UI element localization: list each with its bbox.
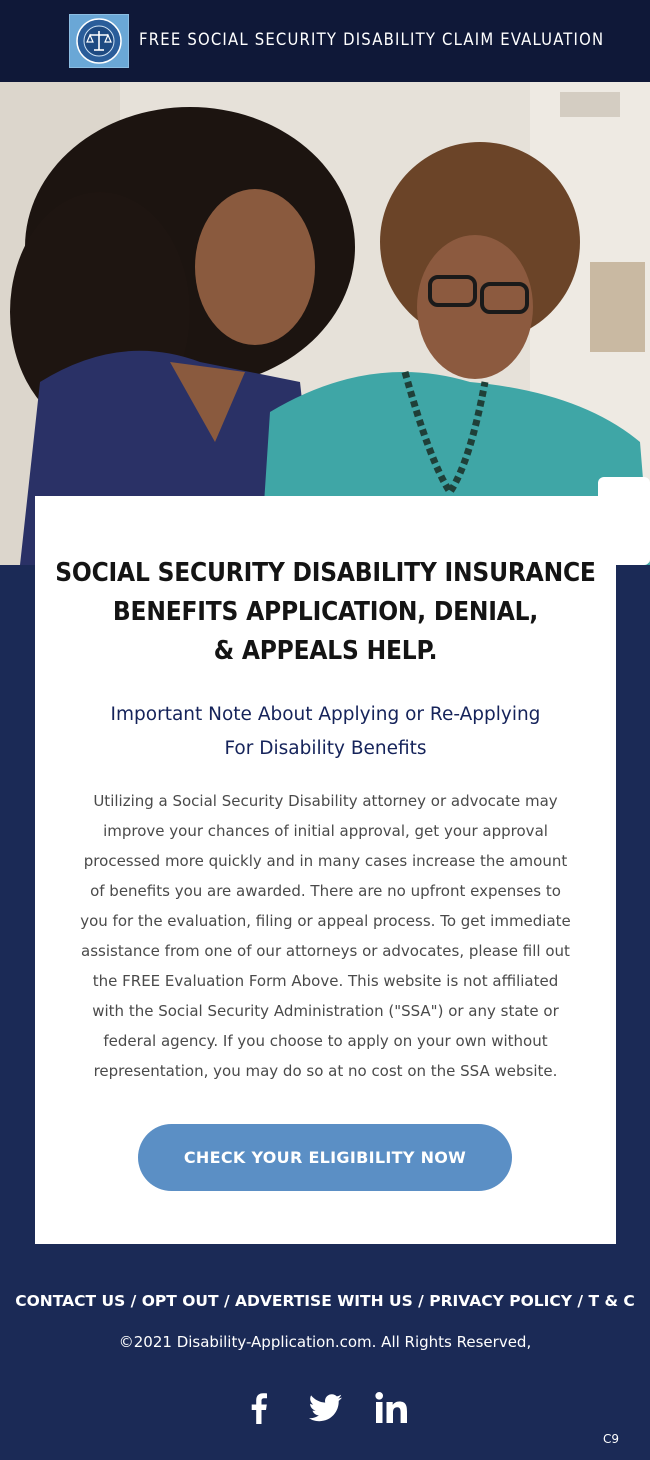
site-logo[interactable] [69,14,129,68]
facebook-icon[interactable] [239,1388,279,1428]
social-links [0,1388,650,1428]
title-line: & APPEALS HELP. [213,636,438,666]
body-line: you for the evaluation, filing or appeal process. To get immediate [80,912,571,930]
link-separator: / [412,1292,430,1310]
body-line: Utilizing a Social Security Disability attorney or advocate may [93,792,558,810]
link-separator: / [125,1292,142,1310]
body-line: federal agency. If you choose to apply on your own without [103,1032,548,1050]
link-separator: / [218,1292,236,1310]
page-title [35,554,616,671]
privacy-policy-link[interactable]: PRIVACY POLICY [429,1292,572,1310]
body-line: processed more quickly and in many cases increase the amount [83,852,568,870]
header-title: FREE SOCIAL SECURITY DISABILITY CLAIM EVALUATION [139,30,605,49]
link-separator: / [572,1292,589,1310]
footer-nav [0,1292,650,1310]
subtitle-line: For Disability Benefits [224,738,427,759]
linkedin-icon[interactable] [371,1388,411,1428]
title-line: BENEFITS APPLICATION, DENIAL, [112,597,539,627]
advertise-link[interactable]: ADVERTISE WITH US [235,1292,413,1310]
copyright-text: ©2021 Disability-Application.com. All Rights Reserved, [118,1333,532,1351]
body-line: the FREE Evaluation Form Above. This website is not affiliated [92,972,559,990]
site-header [0,0,650,82]
body-line: representation, you may do so at no cost on the SSA website. [93,1062,558,1080]
hero-image [0,82,650,565]
body-line: improve your chances of initial approval, get your approval [103,822,548,840]
content-card [35,496,616,1244]
body-line: assistance from one of our attorneys or advocates, please fill out [81,942,570,960]
body-line: with the Social Security Administration ("SSA") or any state or [92,1002,559,1020]
body-line: of benefits you are awarded. There are no upfront expenses to [90,882,561,900]
note-heading [75,698,576,766]
scales-of-justice-icon [75,17,123,65]
note-body [69,786,582,1086]
subtitle-line: Important Note About Applying or Re-Applying [110,704,541,725]
opt-out-link[interactable]: OPT OUT [141,1292,219,1310]
woman-helping-older-woman-photo [0,82,650,565]
page-code: C9 [603,1432,620,1446]
contact-us-link[interactable]: CONTACT US [15,1292,126,1310]
title-line: SOCIAL SECURITY DISABILITY INSURANCE [55,558,596,588]
check-eligibility-button[interactable]: CHECK YOUR ELIGIBILITY NOW [138,1124,512,1191]
terms-link[interactable]: T & C [588,1292,635,1310]
twitter-icon[interactable] [305,1388,345,1428]
